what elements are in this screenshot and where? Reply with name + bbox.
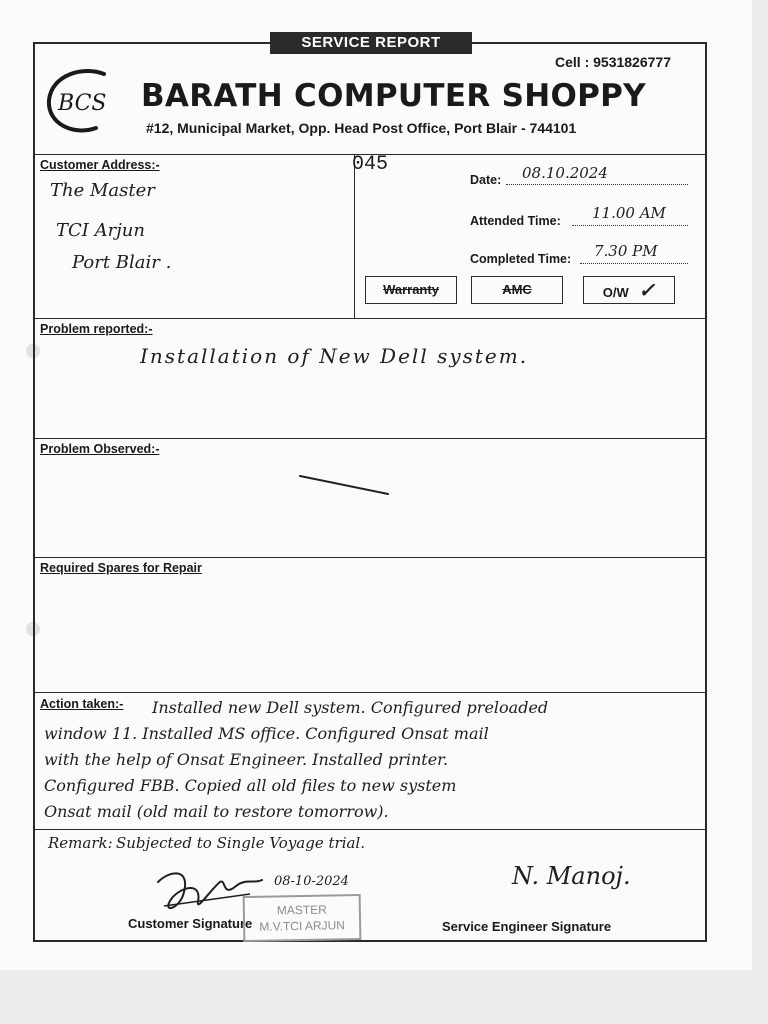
divider: [33, 557, 707, 558]
completed-time-value: 7.30 PM: [594, 242, 658, 260]
divider: [33, 438, 707, 439]
problem-reported-text: Installation of New Dell system.: [140, 344, 529, 368]
attended-time-label: Attended Time:: [470, 214, 561, 228]
action-line: Installed new Dell system. Configured preloaded: [152, 698, 549, 717]
required-spares-label: Required Spares for Repair: [40, 561, 202, 575]
shop-name: BARATH COMPUTER SHOPPY: [141, 78, 646, 114]
warranty-box: Warranty: [365, 276, 457, 304]
divider: [33, 318, 707, 319]
stamp-line: MASTER: [276, 902, 327, 918]
action-line: with the help of Onsat Engineer. Installed printer.: [44, 750, 449, 769]
action-line: window 11. Installed MS office. Configured Onsat mail: [44, 724, 489, 743]
date-label: Date:: [470, 173, 502, 187]
remark-text: Subjected to Single Voyage trial.: [116, 834, 366, 852]
logo-text: BCS: [58, 91, 107, 116]
shop-address: #12, Municipal Market, Opp. Head Post Office, Port Blair - 744101: [146, 120, 577, 136]
completed-time-label: Completed Time:: [470, 252, 572, 266]
customer-address-line: TCI Arjun: [56, 220, 145, 241]
divider: [33, 829, 707, 830]
date-value: 08.10.2024: [522, 164, 608, 182]
customer-address-line: Port Blair .: [72, 252, 172, 273]
ship-stamp: [243, 894, 362, 942]
attended-time-value: 11.00 AM: [592, 204, 666, 222]
customer-address-label: Customer Address:-: [40, 158, 160, 172]
ow-box: [583, 276, 675, 304]
checkmark-icon: ✓: [638, 278, 656, 302]
divider-vertical: [354, 154, 355, 318]
problem-observed-label: Problem Observed:-: [40, 442, 160, 456]
action-line: Onsat mail (old mail to restore tomorrow).: [44, 802, 389, 821]
stamp-line: M.V.TCI ARJUN: [259, 918, 346, 934]
form-title: SERVICE REPORT: [270, 32, 472, 54]
customer-address-line: The Master: [50, 180, 155, 201]
divider: [33, 692, 707, 693]
dotted-line: [506, 184, 688, 185]
dash-stroke: [298, 472, 394, 498]
cell-number: Cell : 9531826777: [555, 54, 671, 70]
engineer-signature-label: Service Engineer Signature: [442, 919, 612, 934]
problem-reported-label: Problem reported:-: [40, 322, 153, 336]
ow-label: O/W: [602, 285, 629, 300]
ticket-number: 045: [352, 153, 389, 176]
customer-sign-date: 08-10-2024: [274, 874, 349, 889]
dotted-line: [572, 225, 688, 226]
action-line: Configured FBB. Copied all old files to new system: [44, 776, 457, 795]
dotted-line: [580, 263, 688, 264]
action-taken-label: Action taken:-: [40, 697, 124, 711]
amc-box: AMC: [471, 276, 563, 304]
customer-signature-label: Customer Signature: [128, 916, 253, 931]
engineer-signature: N. Manoj.: [512, 862, 631, 890]
bcs-logo-icon: [44, 66, 124, 136]
remark-label: Remark:: [48, 834, 113, 852]
